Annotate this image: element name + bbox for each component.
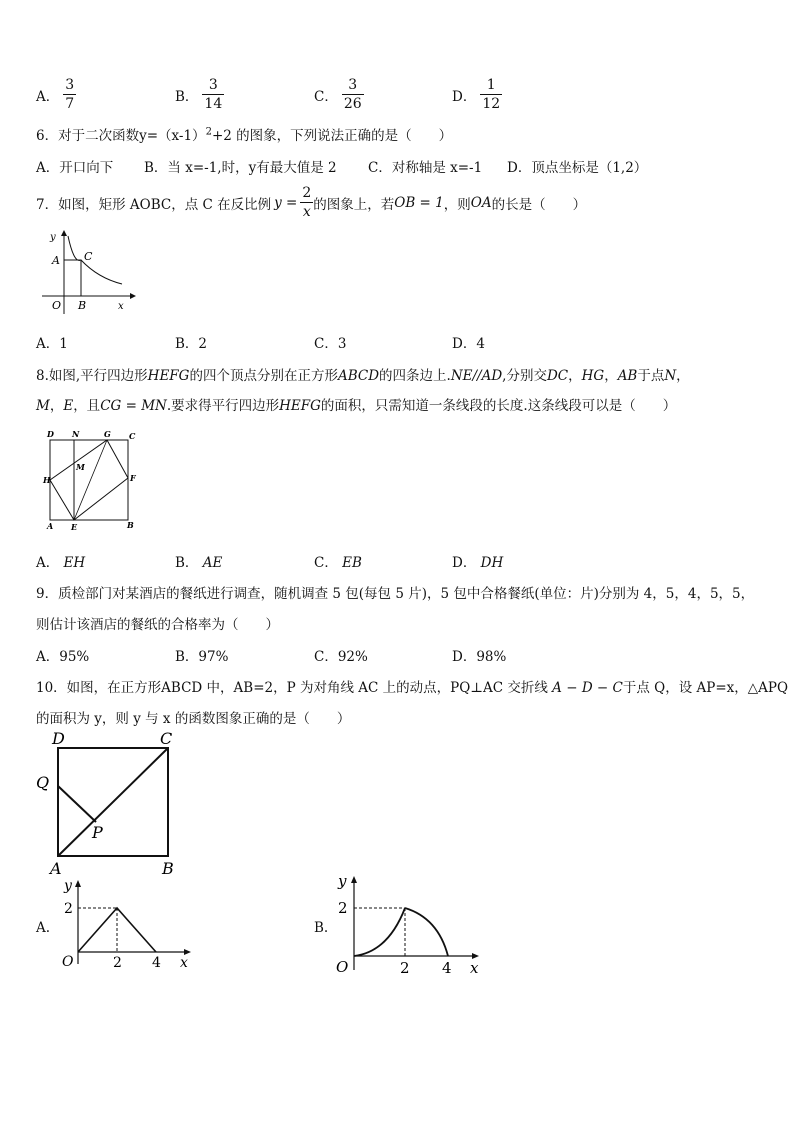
q6-option-b[interactable]: B．当 x=-1,时，y有最大值是 2 [144, 160, 337, 176]
fraction [63, 78, 76, 111]
label-q: Q [36, 773, 50, 792]
label-a: A [47, 521, 54, 531]
parallelogram-hefg [50, 440, 128, 520]
label-o: O [336, 958, 349, 976]
q8-option-c[interactable] [314, 551, 362, 571]
q10-stem-line2: 的面积为 y，则 y 与 x 的函数图象正确的是（ ） [36, 711, 351, 727]
y-axis-arrow [351, 876, 357, 883]
q10-figure [30, 726, 190, 878]
q7-stem [36, 186, 586, 219]
q7-oa: OA [470, 194, 492, 211]
q8-sep: ， [49, 398, 64, 414]
q8-sep: ， [568, 368, 582, 384]
label-b: B [162, 859, 174, 878]
option-label: D． [452, 555, 477, 571]
q7-stem-mid2: ，则 [443, 196, 471, 213]
y-axis-arrow [61, 230, 67, 236]
q8-sep: ， [604, 368, 618, 384]
option-label: A． [36, 88, 60, 105]
label-d: D [52, 729, 65, 748]
option-label: B． [175, 88, 199, 105]
tick-x4: 4 [442, 959, 452, 977]
q9-option-c[interactable]: C．92% [314, 649, 368, 665]
x-axis-arrow [130, 293, 136, 299]
tick-x2: 2 [400, 959, 410, 977]
label-c: C [84, 250, 93, 263]
q6-stem-pre: 6．对于二次函数y=（x-1） [36, 128, 206, 144]
numerator: 1 [480, 78, 502, 95]
q10-option-b-label[interactable]: B. [314, 920, 329, 936]
q8-option-a[interactable] [36, 551, 85, 571]
denominator: 26 [343, 96, 362, 112]
y-axis-arrow [75, 880, 81, 887]
numerator: 3 [342, 78, 364, 95]
option-label: C． [314, 555, 338, 571]
rectangle-aobc [64, 260, 81, 296]
q7-option-c[interactable]: C．3 [314, 336, 347, 352]
numerator: 3 [65, 77, 75, 93]
q9-stem-line2: 则估计该酒店的餐纸的合格率为（ ） [36, 617, 279, 633]
numerator: 3 [202, 78, 224, 95]
q8-hefg: HEFG [147, 368, 190, 384]
q7-figure [38, 228, 138, 318]
q8-m: M [36, 398, 50, 414]
q5-option-d[interactable] [452, 78, 502, 111]
q8-text: 于点 [637, 368, 665, 384]
q8-text: ,分别交 [502, 368, 547, 384]
q8-text: ，且 [73, 398, 101, 414]
tick-y2: 2 [64, 901, 73, 917]
q8-hg: HG [581, 368, 605, 384]
q8-sep: ， [676, 368, 690, 384]
q6-option-c[interactable]: C．对称轴是 x=-1 [368, 160, 483, 176]
tick-x2: 2 [113, 955, 122, 971]
q8-option-d[interactable] [452, 551, 503, 571]
label-x: x [180, 955, 188, 971]
q7-ob: OB = 1 [394, 194, 444, 211]
option-value: AE [202, 555, 223, 571]
label-o: O [62, 954, 74, 970]
q7-stem-post: 的长是（ ） [491, 196, 587, 213]
q8-ab: AB [617, 368, 638, 384]
q10-option-b-graph[interactable] [330, 872, 490, 978]
q6-option-d[interactable]: D．顶点坐标是（1,2） [507, 160, 648, 176]
label-p: P [92, 823, 103, 842]
q8-cg-mn: CG = MN [100, 398, 167, 414]
label-y: y [50, 232, 56, 243]
label-x: x [118, 301, 124, 312]
q5-option-c[interactable] [314, 78, 364, 111]
graph-curve-fall [405, 908, 448, 956]
label-e: E [71, 522, 78, 532]
q7-stem-pre: 7．如图，矩形 AOBC，点 C 在反比例 [36, 196, 272, 213]
label-d: D [47, 429, 54, 439]
q8-stem-line2 [36, 394, 676, 414]
q8-option-b[interactable] [175, 551, 222, 571]
q9-stem-line1: 9．质检部门对某酒店的餐纸进行调查，随机调查 5 包(每包 5 片)，5 包中合格餐纸(单位：片)分别为 4，5，4，5，5， [36, 586, 755, 602]
denominator: x [302, 204, 311, 220]
q8-abcd: ABCD [337, 368, 380, 384]
label-a: A [50, 859, 62, 878]
q10-option-a-graph[interactable] [58, 876, 198, 972]
q8-n: N [664, 368, 677, 384]
segment-pq [58, 786, 96, 822]
label-b: B [127, 520, 134, 530]
fraction [202, 78, 224, 111]
label-c: C [160, 729, 173, 748]
q6-stem-post: +2 的图象，下列说法正确的是（ ） [211, 128, 453, 144]
option-value: DH [480, 555, 504, 571]
q10-text: 于点 Q，设 AP=x，△APQ [622, 680, 789, 696]
q5-option-b[interactable] [175, 78, 224, 111]
q8-text: 的四个顶点分别在正方形 [189, 368, 338, 384]
q8-text: .要求得平行四边形 [166, 398, 280, 414]
q7-option-b[interactable]: B．2 [175, 336, 208, 352]
q10-stem-line1 [36, 676, 788, 696]
q10-text: 10．如图，在正方形ABCD 中，AB=2，P 为对角线 AC 上的动点，PQ⊥AC 交折线 [36, 680, 548, 696]
q8-hefg: HEFG [279, 398, 321, 414]
option-label: B． [175, 555, 199, 571]
option-label: C． [314, 88, 338, 105]
q8-dc: DC [546, 368, 569, 384]
q8-figure [40, 426, 150, 534]
q7-y-eq: y = [274, 194, 298, 211]
q7-option-d[interactable]: D．4 [452, 336, 485, 352]
q7-option-a[interactable]: A．1 [36, 336, 68, 352]
q9-option-d[interactable]: D．98% [452, 649, 507, 665]
label-h: H [43, 475, 51, 485]
fraction [480, 78, 502, 111]
q8-e: E [63, 398, 74, 414]
option-label: D． [452, 88, 477, 105]
label-n: N [72, 429, 80, 439]
label-y: y [64, 878, 72, 894]
q10-path: A − D − C [552, 680, 623, 696]
label-c: C [129, 431, 136, 441]
q6-stem [36, 124, 452, 144]
denominator: 14 [204, 96, 223, 112]
tick-x4: 4 [152, 955, 161, 971]
label-b: B [78, 299, 87, 312]
q8-stem-line1 [36, 364, 690, 384]
option-value: EB [342, 555, 362, 571]
q6-option-a[interactable]: A．开口向下 [36, 160, 114, 176]
q8-text: 8.如图,平行四边形 [36, 368, 148, 384]
numerator: 2 [302, 185, 312, 201]
q8-ne-ad: NE//AD [450, 368, 503, 384]
label-o: O [52, 299, 62, 312]
q9-option-b[interactable]: B．97% [175, 649, 229, 665]
q6-stem-sup: 2 [205, 126, 212, 138]
q10-option-a-label[interactable]: A. [36, 920, 51, 936]
label-g: G [104, 429, 111, 439]
denominator: 12 [482, 96, 501, 112]
q5-option-a[interactable] [36, 78, 76, 111]
q7-stem-mid: 的图象上，若 [313, 196, 395, 213]
graph-curve-rise [354, 908, 405, 956]
option-value: EH [63, 555, 86, 571]
label-m: M [76, 462, 85, 472]
q9-option-a[interactable]: A．95% [36, 649, 90, 665]
option-label: A． [36, 555, 60, 571]
label-x: x [470, 959, 479, 977]
label-y: y [338, 872, 347, 890]
label-a: A [52, 254, 60, 267]
q8-text: 的四条边上. [379, 368, 451, 384]
tick-y2: 2 [338, 899, 348, 917]
q7-fraction [300, 186, 313, 219]
q8-text: 的面积，只需知道一条线段的长度.这条线段可以是（ ） [320, 398, 677, 414]
label-f: F [130, 473, 136, 483]
denominator: 7 [65, 96, 75, 112]
fraction [342, 78, 364, 111]
